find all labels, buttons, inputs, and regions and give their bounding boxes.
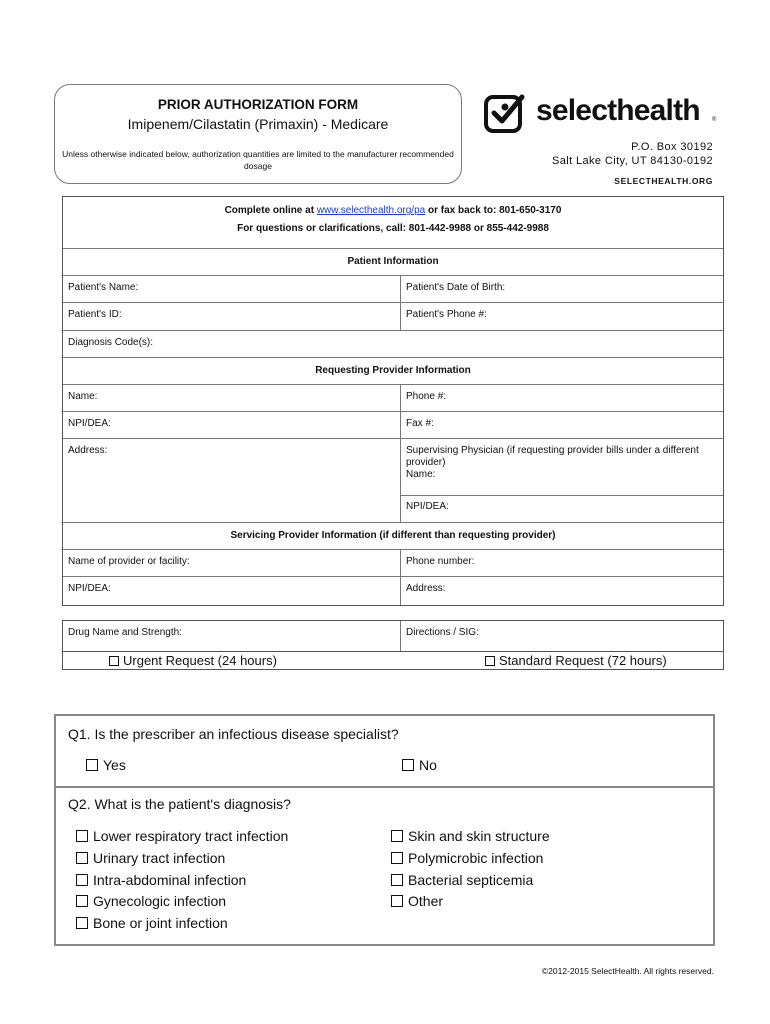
supervising-name-label: Name:	[406, 469, 436, 480]
q2-question: Q2. What is the patient's diagnosis?	[68, 796, 291, 812]
srv-name-field[interactable]: Name of provider or facility:	[68, 556, 190, 567]
req-address-field[interactable]: Address:	[68, 445, 108, 456]
srv-phone-field[interactable]: Phone number:	[406, 556, 475, 567]
urgent-label: Urgent Request (24 hours)	[123, 653, 277, 668]
srv-name-row	[63, 550, 723, 577]
checkbox-icon[interactable]	[391, 830, 403, 842]
req-address-row	[63, 439, 723, 523]
req-name-field[interactable]: Name:	[68, 391, 98, 402]
checkbox-icon[interactable]	[109, 656, 119, 666]
patient-name-row	[63, 276, 723, 303]
option-label: Intra-abdominal infection	[93, 872, 247, 888]
website-label: SELECTHEALTH.ORG	[614, 176, 713, 186]
req-name-row	[63, 385, 723, 412]
contact-row	[63, 197, 723, 249]
q2-option[interactable]	[76, 915, 228, 931]
srv-npi-row	[63, 577, 723, 605]
dosage-note: Unless otherwise indicated below, authorization quantities are limited to the manufacturer recommended dosage	[62, 149, 454, 171]
question-divider	[56, 786, 713, 788]
form-title: PRIOR AUTHORIZATION FORM	[157, 97, 359, 112]
checkbox-icon[interactable]	[76, 874, 88, 886]
option-label: Lower respiratory tract infection	[93, 828, 289, 844]
requesting-heading: Requesting Provider Information	[315, 365, 471, 376]
servicing-heading: Servicing Provider Information (if different than requesting provider)	[230, 530, 556, 541]
checkbox-icon[interactable]	[391, 874, 403, 886]
diagnosis-row	[63, 331, 723, 358]
q1-question: Q1. Is the prescriber an infectious disease specialist?	[68, 726, 399, 742]
q1-yes-option[interactable]	[86, 757, 126, 773]
patient-heading: Patient Information	[347, 256, 439, 267]
supervising-npi-field[interactable]: NPI/DEA:	[406, 501, 449, 512]
supervising-physician-field[interactable]	[406, 445, 716, 481]
checkbox-icon[interactable]	[391, 895, 403, 907]
q2-option[interactable]	[76, 850, 225, 866]
q2-option[interactable]	[76, 893, 226, 909]
req-npi-row	[63, 412, 723, 439]
fax-text: or fax back to: 801-650-3170	[425, 205, 562, 216]
standard-label: Standard Request (72 hours)	[499, 653, 667, 668]
supervising-divider	[400, 495, 723, 496]
req-fax-field[interactable]: Fax #:	[406, 418, 434, 429]
q2-option[interactable]	[76, 872, 246, 888]
patient-dob-field[interactable]: Patient's Date of Birth:	[406, 282, 506, 293]
pa-link[interactable]: www.selecthealth.org/pa	[316, 205, 426, 216]
questions-box	[54, 714, 715, 946]
checkbox-icon[interactable]	[76, 895, 88, 907]
contact-line-2: For questions or clarifications, call: 801-442-9988 or 855-442-9988	[237, 223, 549, 234]
q1-no-option[interactable]	[402, 757, 437, 773]
standard-request-option[interactable]	[485, 653, 667, 668]
q2-option[interactable]	[391, 872, 533, 888]
patient-phone-field[interactable]: Patient's Phone #:	[406, 309, 487, 320]
urgent-request-option[interactable]	[109, 653, 277, 668]
patient-name-field[interactable]: Patient's Name:	[68, 282, 139, 293]
q2-option[interactable]	[76, 828, 288, 844]
srv-npi-field[interactable]: NPI/DEA:	[68, 583, 111, 594]
brand-name: selecthealth	[536, 94, 700, 127]
yes-label: Yes	[103, 757, 126, 773]
q2-option[interactable]	[391, 850, 543, 866]
option-label: Urinary tract infection	[93, 850, 226, 866]
checkbox-icon[interactable]	[391, 852, 403, 864]
directions-field[interactable]: Directions / SIG:	[406, 627, 479, 638]
city-line: Salt Lake City, UT 84130-0192	[551, 155, 713, 167]
form-title-box	[54, 84, 462, 184]
diagnosis-code-field[interactable]: Diagnosis Code(s):	[68, 337, 154, 348]
q2-option[interactable]	[391, 828, 550, 844]
checkbox-icon[interactable]	[76, 830, 88, 842]
requesting-heading-row	[63, 358, 723, 385]
servicing-heading-row	[63, 523, 723, 550]
mailing-address	[552, 140, 713, 188]
contact-prefix: Complete online at	[224, 205, 317, 216]
req-npi-field[interactable]: NPI/DEA:	[68, 418, 111, 429]
option-label: Polymicrobic infection	[408, 850, 544, 866]
patient-id-field[interactable]: Patient's ID:	[68, 309, 122, 320]
drug-table	[62, 620, 724, 652]
copyright-footer: ©2012-2015 SelectHealth. All rights reserved.	[541, 966, 714, 976]
patient-id-row	[63, 303, 723, 331]
option-label: Gynecologic infection	[93, 893, 227, 909]
option-label: Bacterial septicemia	[408, 872, 534, 888]
drug-name-field[interactable]: Drug Name and Strength:	[68, 627, 182, 638]
checkbox-icon[interactable]	[76, 852, 88, 864]
checkbox-icon[interactable]	[485, 656, 495, 666]
request-priority-row	[62, 652, 724, 670]
contact-line-1	[63, 205, 723, 216]
supervising-label: Supervising Physician (if requesting provider bills under a different provider)	[406, 445, 699, 468]
option-label: Other	[408, 893, 444, 909]
srv-address-field[interactable]: Address:	[406, 583, 446, 594]
no-label: No	[419, 757, 437, 773]
provider-patient-table	[62, 196, 724, 606]
checkmark-logo-icon	[484, 93, 526, 135]
po-box: P.O. Box 30192	[631, 141, 713, 153]
checkbox-icon[interactable]	[402, 759, 414, 771]
form-subtitle: Imipenem/Cilastatin (Primaxin) - Medicare	[127, 116, 389, 132]
patient-heading-row	[63, 249, 723, 276]
q2-option[interactable]	[391, 893, 443, 909]
req-phone-field[interactable]: Phone #:	[406, 391, 447, 402]
checkbox-icon[interactable]	[86, 759, 98, 771]
selecthealth-logo	[484, 93, 724, 137]
trademark: ®	[712, 117, 717, 123]
checkbox-icon[interactable]	[76, 917, 88, 929]
option-label: Bone or joint infection	[93, 915, 228, 931]
option-label: Skin and skin structure	[408, 828, 550, 844]
